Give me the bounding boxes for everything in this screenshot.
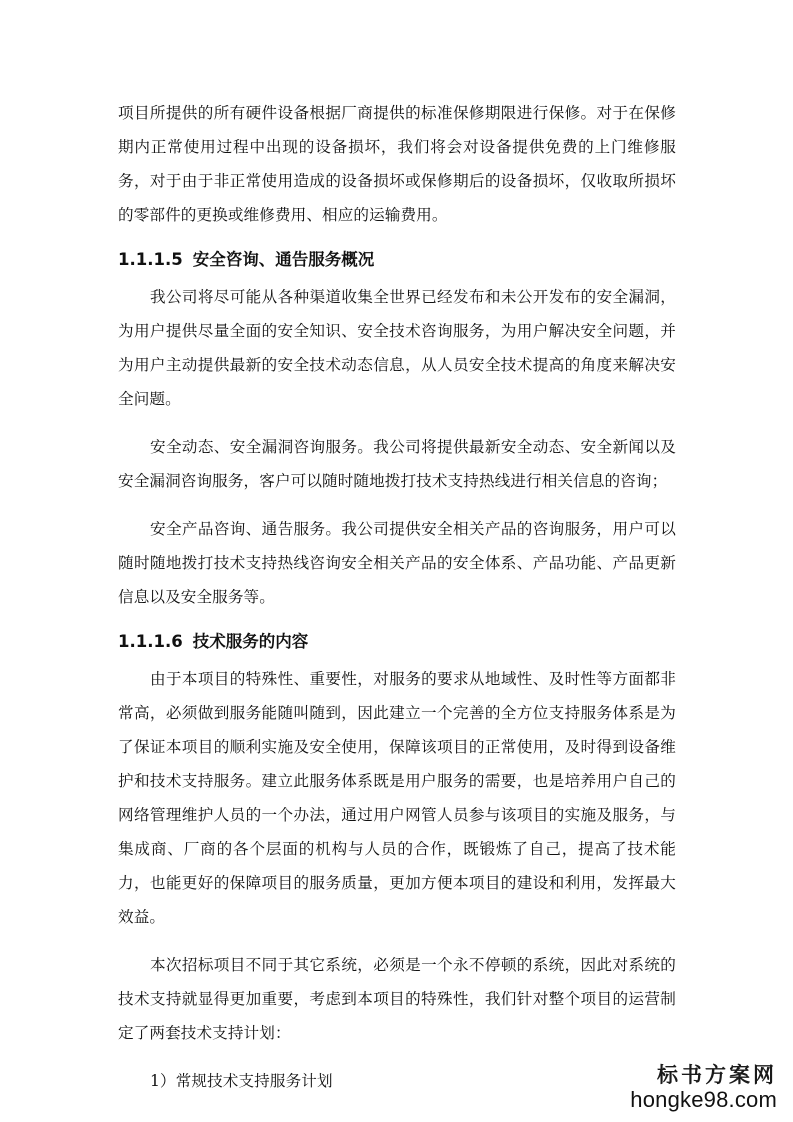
section-heading-1-1-1-6 <box>118 628 676 656</box>
document-body <box>118 96 676 1098</box>
list-item: 1）常规技术支持服务计划 <box>150 1072 333 1090</box>
section-number: 1.1.1.5 <box>118 250 183 269</box>
section-number: 1.1.1.6 <box>118 632 183 651</box>
section-heading-1-1-1-5 <box>118 246 676 274</box>
section-title: 技术服务的内容 <box>192 632 309 651</box>
intro-paragraph: 项目所提供的所有硬件设备根据厂商提供的标准保修期限进行保修。对于在保修期内正常使用过程中出现的设备损坏，我们将会对设备提供免费的上门维修服务，对于由于非正常使用造成的设备损坏或保修期后的设备损坏，仅收取所损坏的零部件的更换或维修费用、相应的运输费用。 <box>118 104 676 224</box>
paragraph: 我公司将尽可能从各种渠道收集全世界已经发布和未公开发布的安全漏洞，为用户提供尽量全面的安全知识、安全技术咨询服务，为用户解决安全问题，并为用户主动提供最新的安全技术动态信息，从人员安全技术提高的角度来解决安全问题。 <box>118 288 676 408</box>
paragraph: 安全产品咨询、通告服务。我公司提供安全相关产品的咨询服务，用户可以随时随地拨打技术支持热线咨询安全相关产品的安全体系、产品功能、产品更新信息以及安全服务等。 <box>118 520 676 606</box>
paragraph: 由于本项目的特殊性、重要性，对服务的要求从地域性、及时性等方面都非常高，必须做到服务能随叫随到，因此建立一个完善的全方位支持服务体系是为了保证本项目的顺利实施及安全使用，保障该项目的正常使用，及时得到设备维护和技术支持服务。建立此服务体系既是用户服务的需要，也是培养用户自己的网络管理维护人员的一个办法，通过用户网管人员参与该项目的实施及服务，与集成商、厂商的各个层面的机构与人员的合作，既锻炼了自己，提高了技术能力，也能更好的保障项目的服务质量，更加方便本项目的建设和利用，发挥最大效益。 <box>118 670 676 926</box>
watermark-name: 标书方案网 <box>657 1062 777 1087</box>
section-title: 安全咨询、通告服务概况 <box>192 250 375 269</box>
paragraph: 本次招标项目不同于其它系统，必须是一个永不停顿的系统，因此对系统的技术支持就显得更加重要，考虑到本项目的特殊性，我们针对整个项目的运营制定了两套技术支持计划： <box>118 956 676 1042</box>
watermark-url: hongke98.com <box>630 1087 777 1112</box>
paragraph: 安全动态、安全漏洞咨询服务。我公司将提供最新安全动态、安全新闻以及安全漏洞咨询服务，客户可以随时随地拨打技术支持热线进行相关信息的咨询； <box>118 438 676 490</box>
watermark-logo <box>617 1062 777 1112</box>
